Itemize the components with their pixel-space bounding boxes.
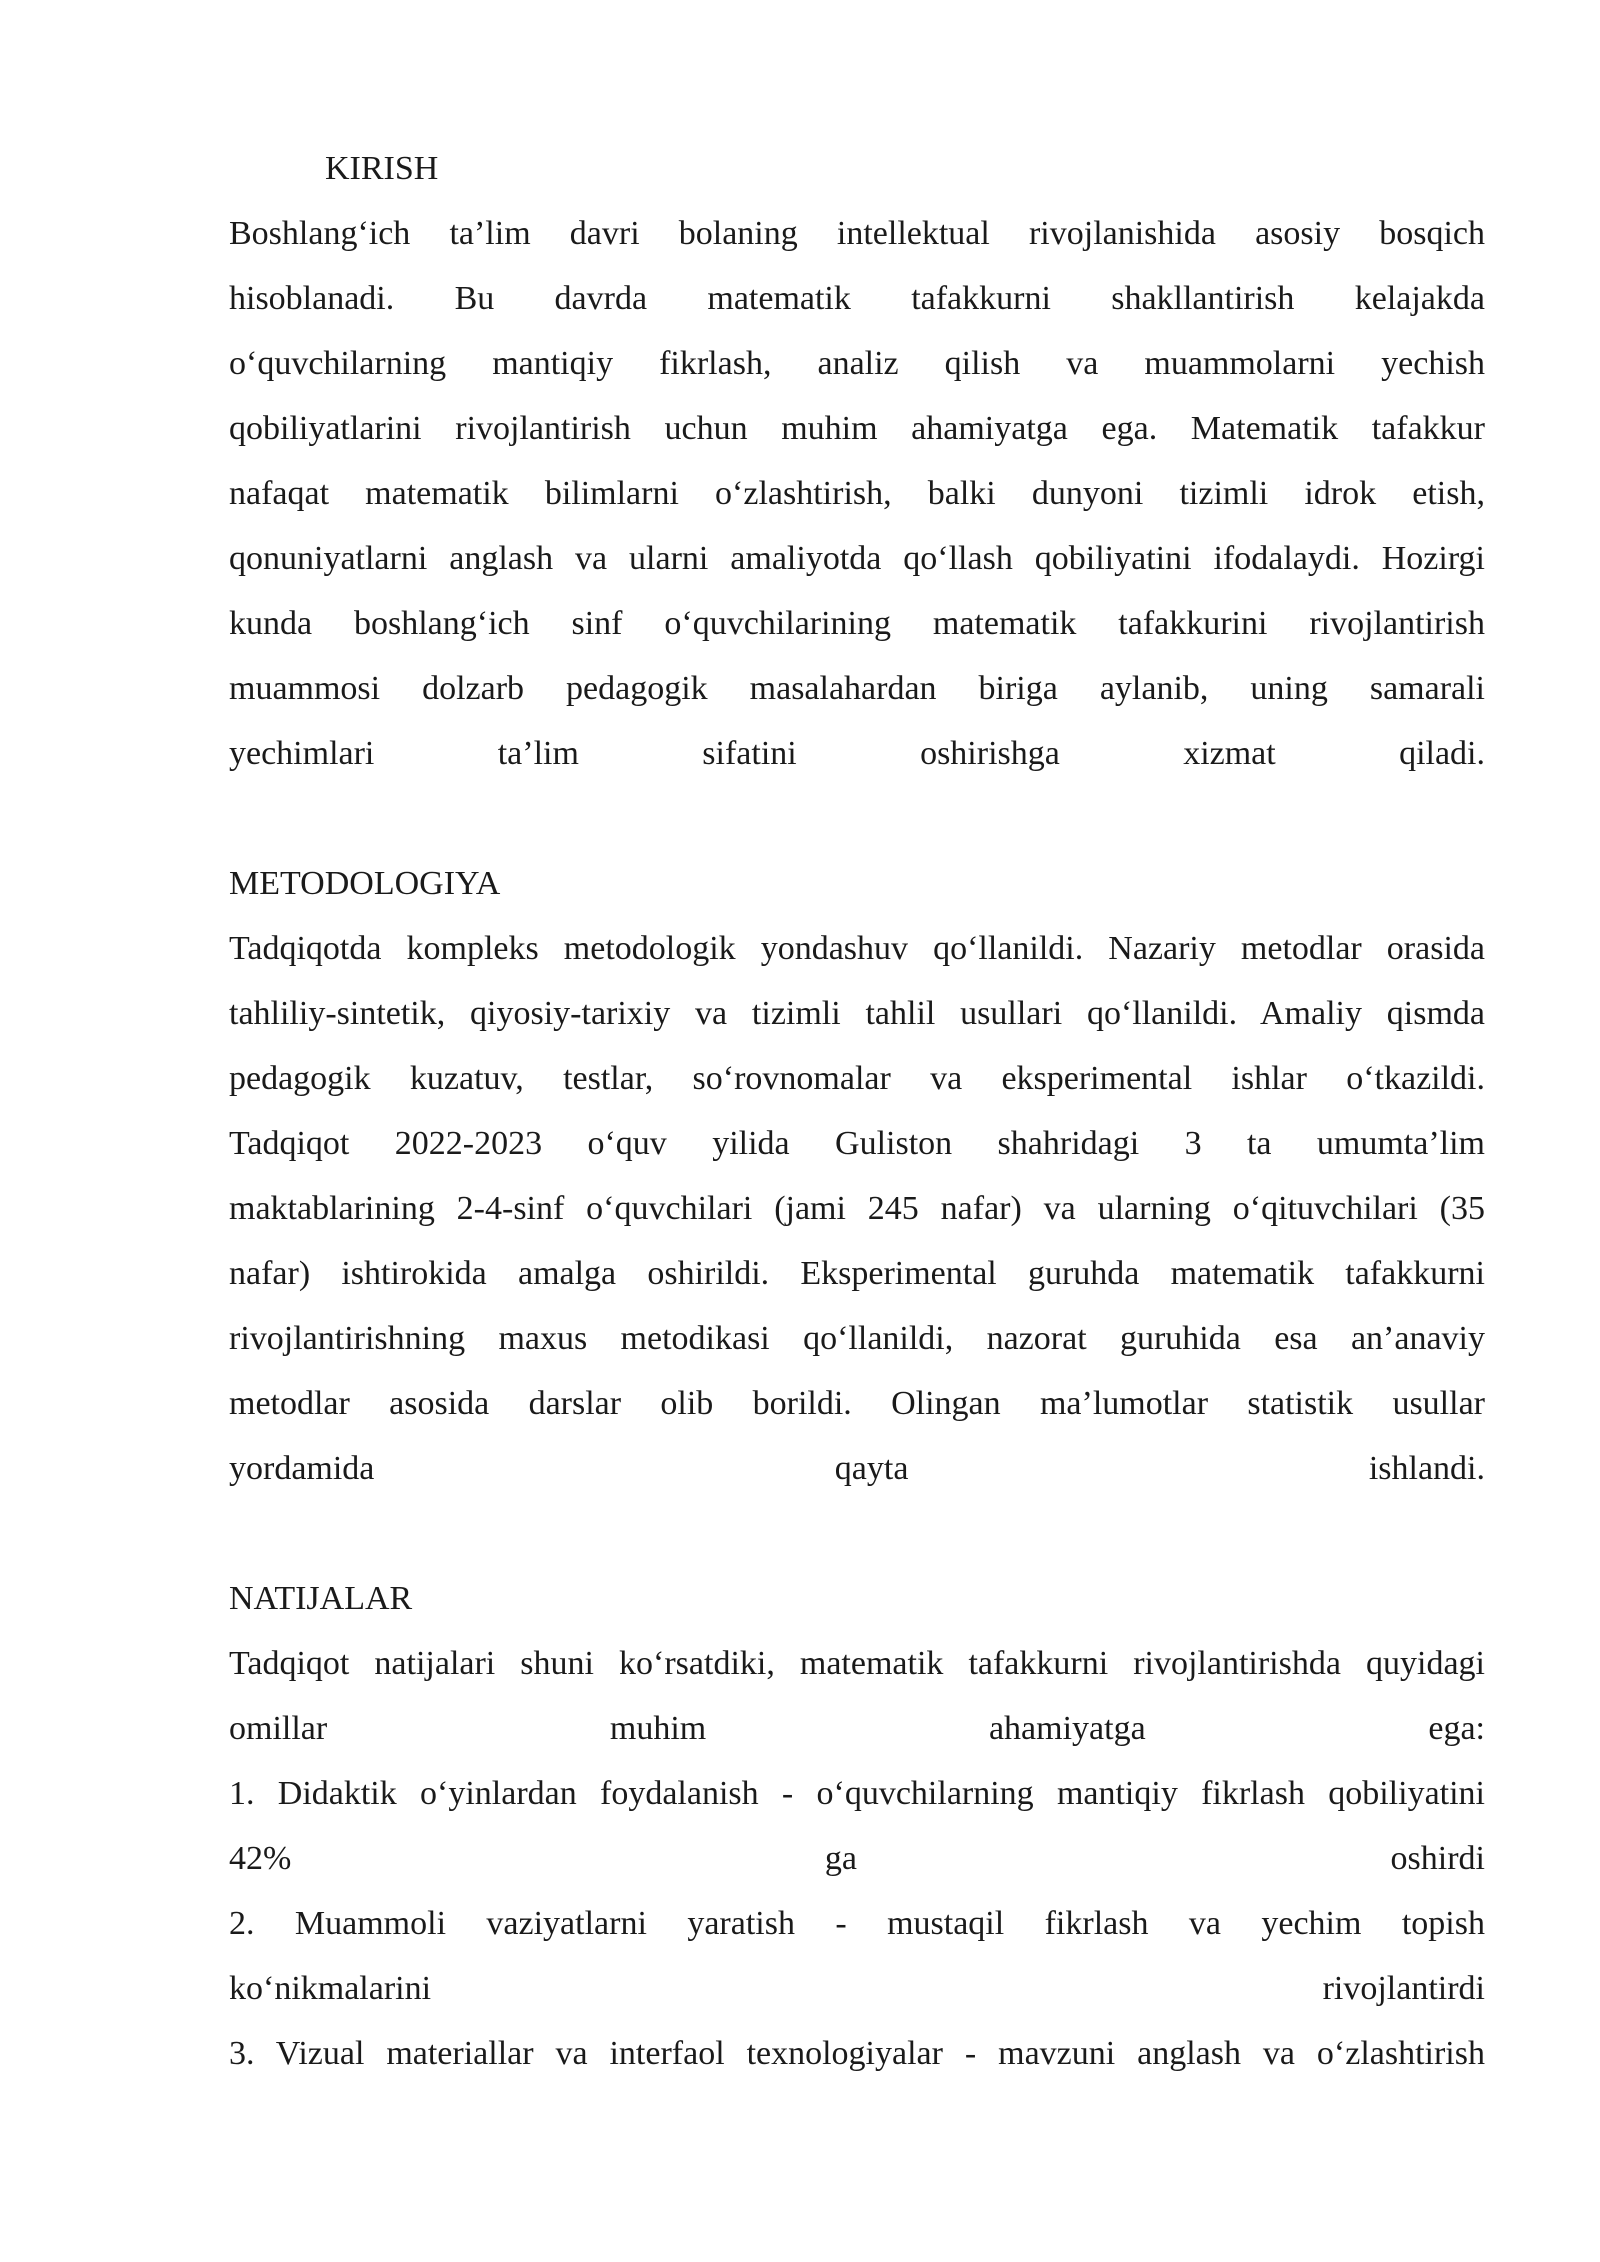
section-heading-kirish: KIRISH	[325, 150, 439, 187]
paragraph-line: Tadqiqotda kompleks metodologik yondashuv qo‘llanildi. Nazariy metodlar orasida	[229, 930, 1485, 967]
list-item-line: 2. Muammoli vaziyatlarni yaratish - mustaqil fikrlash va yechim topish	[229, 1905, 1485, 1942]
paragraph-line: o‘quvchilarning mantiqiy fikrlash, analiz qilish va muammolarni yechish	[229, 345, 1485, 382]
paragraph-line: Boshlang‘ich ta’lim davri bolaning intellektual rivojlanishida asosiy bosqich	[229, 215, 1485, 252]
list-item-line: 1. Didaktik o‘yinlardan foydalanish - o‘quvchilarning mantiqiy fikrlash qobiliyatini	[229, 1775, 1485, 1812]
paragraph-line: Tadqiqot natijalari shuni ko‘rsatdiki, matematik tafakkurni rivojlantirishda quyidagi	[229, 1645, 1485, 1682]
paragraph-line: maktablarining 2-4-sinf o‘quvchilari (jami 245 nafar) va ularning o‘qituvchilari (35	[229, 1190, 1485, 1227]
paragraph-line: yechimlari ta’lim sifatini oshirishga xizmat qiladi.	[229, 735, 1485, 772]
paragraph-line: pedagogik kuzatuv, testlar, so‘rovnomalar va eksperimental ishlar o‘tkazildi.	[229, 1060, 1485, 1097]
section-spacer	[229, 786, 1485, 851]
section-heading-natijalar: NATIJALAR	[229, 1580, 413, 1617]
section-spacer	[229, 1501, 1485, 1566]
list-item-line: 3. Vizual materiallar va interfaol texnologiyalar - mavzuni anglash va o‘zlashtirish	[229, 2035, 1485, 2072]
paragraph-line: rivojlantirishning maxus metodikasi qo‘llanildi, nazorat guruhida esa an’anaviy	[229, 1320, 1485, 1357]
paragraph-line: qobiliyatlarini rivojlantirish uchun muhim ahamiyatga ega. Matematik tafakkur	[229, 410, 1485, 447]
paragraph-line: hisoblanadi. Bu davrda matematik tafakkurni shakllantirish kelajakda	[229, 280, 1485, 317]
paragraph-line: nafar) ishtirokida amalga oshirildi. Eksperimental guruhda matematik tafakkurni	[229, 1255, 1485, 1292]
list-item-line: ko‘nikmalarini rivojlantirdi	[229, 1970, 1485, 2007]
list-item-line: 42% ga oshirdi	[229, 1840, 1485, 1877]
paragraph-line: nafaqat matematik bilimlarni o‘zlashtirish, balki dunyoni tizimli idrok etish,	[229, 475, 1485, 512]
paragraph-line: omillar muhim ahamiyatga ega:	[229, 1710, 1485, 1747]
paragraph-line: qonuniyatlarni anglash va ularni amaliyotda qo‘llash qobiliyatini ifodalaydi. Hozirgi	[229, 540, 1485, 577]
section-heading-metodologiya: METODOLOGIYA	[229, 865, 501, 902]
document-page	[229, 0, 1485, 2262]
document-body	[229, 136, 1485, 2086]
paragraph-line: tahliliy-sintetik, qiyosiy-tarixiy va tizimli tahlil usullari qo‘llanildi. Amaliy qismda	[229, 995, 1485, 1032]
paragraph-line: Tadqiqot 2022-2023 o‘quv yilida Guliston shahridagi 3 ta umumta’lim	[229, 1125, 1485, 1162]
paragraph-line: metodlar asosida darslar olib borildi. Olingan ma’lumotlar statistik usullar	[229, 1385, 1485, 1422]
paragraph-line: kunda boshlang‘ich sinf o‘quvchilarining matematik tafakkurini rivojlantirish	[229, 605, 1485, 642]
paragraph-line: yordamida qayta ishlandi.	[229, 1450, 1485, 1487]
paragraph-line: muammosi dolzarb pedagogik masalahardan biriga aylanib, uning samarali	[229, 670, 1485, 707]
